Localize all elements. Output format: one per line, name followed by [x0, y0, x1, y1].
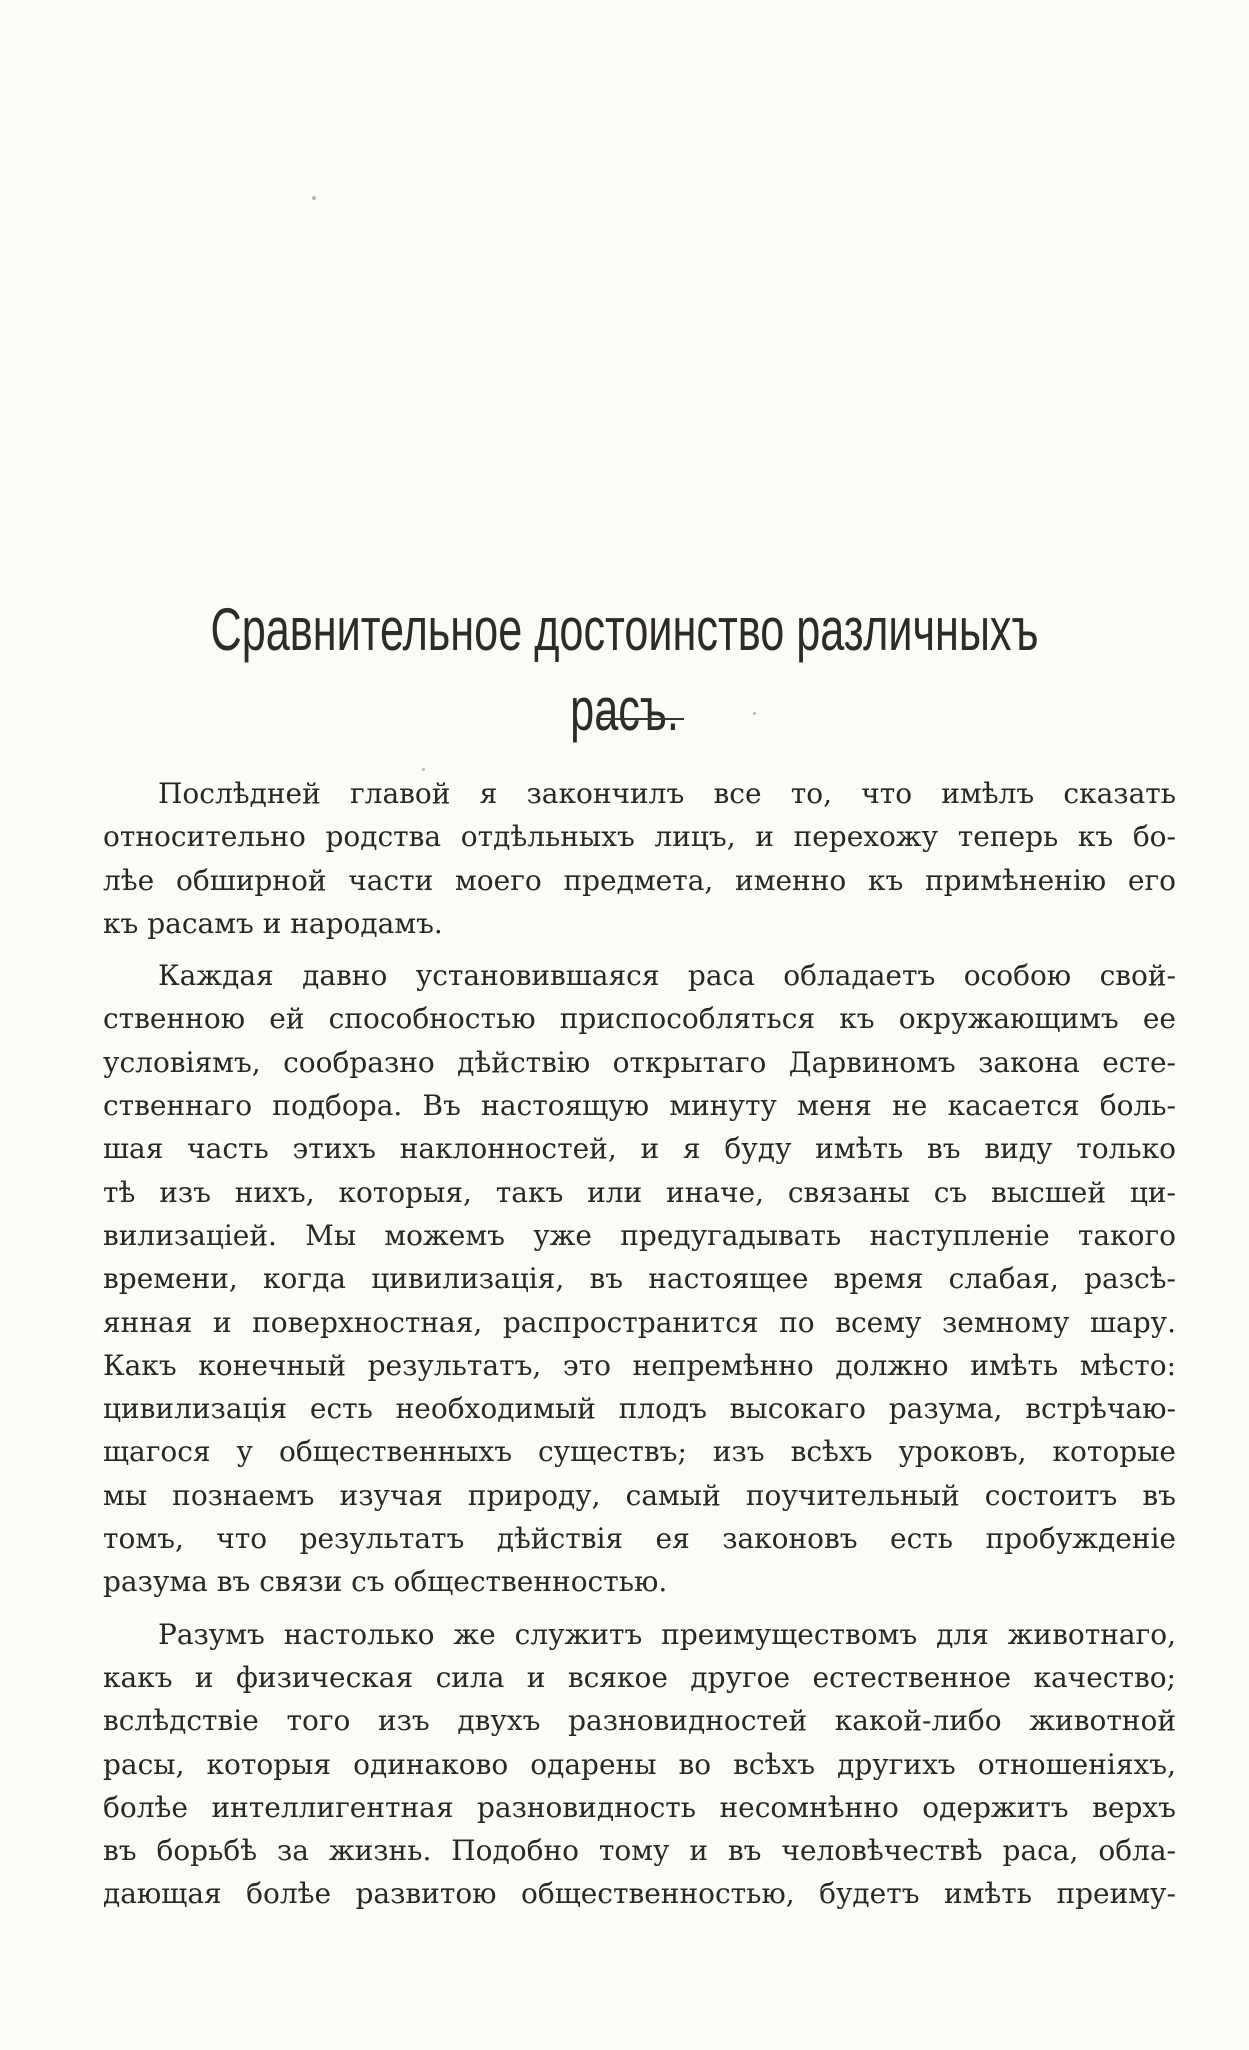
text-line: условіямъ, сообразно дѣйствію открытаго Дарвиномъ закона есте-: [103, 1045, 1176, 1079]
text-line: Каждая давно установившаяся раса обладаетъ особою свой-: [158, 959, 1176, 993]
text-line: ственною ей способностью приспособляться къ окружающимъ ее: [103, 1002, 1176, 1036]
print-speck: [312, 196, 316, 200]
text-line: ственнаго подбора. Въ настоящую минуту меня не касается боль-: [103, 1089, 1176, 1123]
text-line: болѣе интеллигентная разновидность несомнѣнно одержитъ верхъ: [103, 1790, 1176, 1824]
text-line: Какъ конечный результатъ, это непремѣнно должно имѣть мѣсто:: [103, 1348, 1176, 1382]
text-line: щагося у общественныхъ существъ; изъ всѣхъ уроковъ, которые: [103, 1435, 1176, 1469]
text-line: какъ и физическая сила и всякое другое естественное качество;: [103, 1660, 1176, 1694]
text-line: относительно родства отдѣльныхъ лицъ, и перехожу теперь къ бо-: [103, 820, 1176, 854]
text-line: цивилизація есть необходимый плодъ высокаго разума, встрѣчаю-: [103, 1392, 1176, 1426]
text-line: вслѣдствіе того изъ двухъ разновидностей какой-либо животной: [103, 1704, 1176, 1738]
print-speck: [422, 768, 425, 771]
text-line: тѣ изъ нихъ, которыя, такъ или иначе, связаны съ высшей ци-: [103, 1175, 1176, 1209]
paragraph-2: [103, 954, 1176, 1603]
text-line: расы, которыя одинаково одарены во всѣхъ другихъ отношеніяхъ,: [103, 1747, 1176, 1781]
title-divider: [598, 718, 684, 720]
text-line: къ расамъ и народамъ.: [103, 906, 443, 940]
text-line: шая часть этихъ наклонностей, и я буду имѣть въ виду только: [103, 1132, 1176, 1166]
text-line: томъ, что результатъ дѣйствія ея законовъ есть пробужденіе: [103, 1522, 1176, 1556]
text-line: Разумъ настолько же служитъ преимуществомъ для животнаго,: [158, 1617, 1176, 1651]
chapter-title: Сравнительное достоинство различныхъ расъ.: [210, 596, 1039, 743]
text-line: мы познаемъ изучая природу, самый поучительный состоитъ въ: [103, 1478, 1176, 1512]
text-line: лѣе обширной части моего предмета, именно къ примѣненію его: [103, 863, 1176, 897]
text-line: Послѣдней главой я закончилъ все то, что имѣлъ сказать: [158, 777, 1176, 810]
text-line: вилизаціей. Мы можемъ уже предугадывать наступленіе такого: [103, 1218, 1176, 1252]
paragraph-3: [103, 1613, 1176, 1916]
text-line: въ борьбѣ за жизнь. Подобно тому и въ человѣчествѣ раса, обла-: [103, 1834, 1176, 1868]
body-text: [103, 772, 1176, 1925]
text-line: времени, когда цивилизація, въ настоящее время слабая, разсѣ-: [103, 1262, 1176, 1296]
paragraph-1: [103, 772, 1176, 945]
text-line: дающая болѣе развитою общественностью, будетъ имѣть преиму-: [103, 1877, 1176, 1911]
text-line: янная и поверхностная, распространится по всему земному шару.: [103, 1305, 1176, 1339]
text-line: разума въ связи съ общественностью.: [103, 1565, 668, 1599]
